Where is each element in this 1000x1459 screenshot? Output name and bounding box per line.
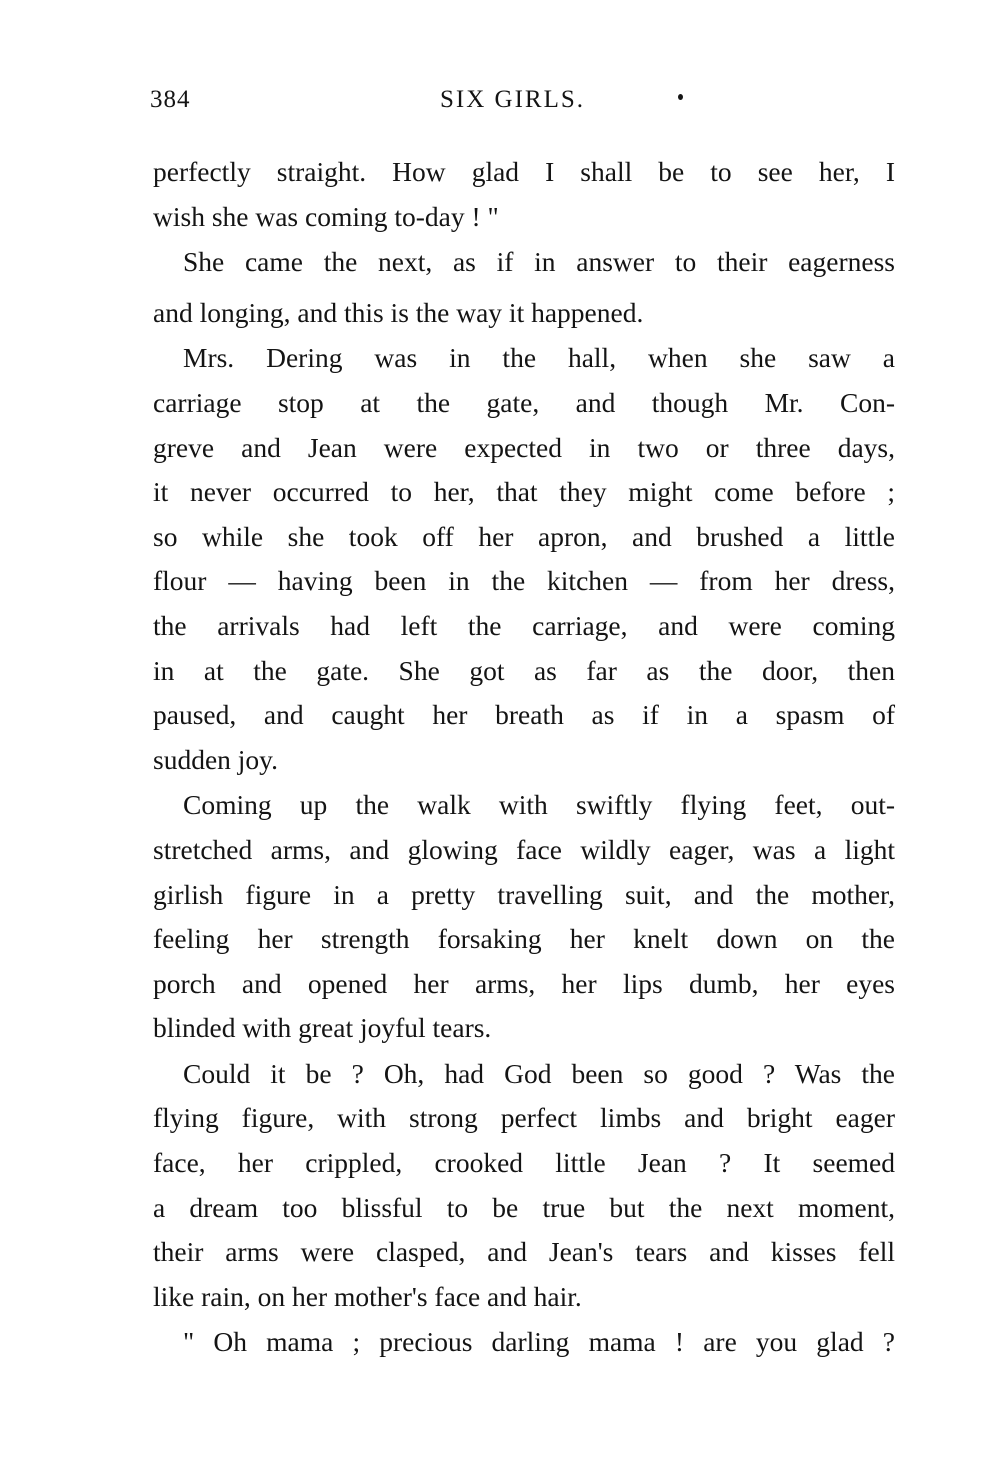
text-line: the arrivals had left the carriage, and were coming bbox=[153, 609, 895, 641]
text-line: so while she took off her apron, and brushed a little bbox=[153, 520, 895, 552]
text-line: sudden joy. bbox=[153, 743, 279, 775]
text-line: in at the gate. She got as far as the door, then bbox=[153, 654, 895, 686]
text-line: flying figure, with strong perfect limbs and bright eager bbox=[153, 1102, 895, 1134]
text-line: perfectly straight. How glad I shall be to see her, I bbox=[153, 156, 895, 187]
text-line: greve and Jean were expected in two or three days, bbox=[153, 431, 895, 463]
text-line: girlish figure in a pretty travelling suit, and the mother, bbox=[153, 878, 895, 910]
text-line: paused, and caught her breath as if in a spasm of bbox=[153, 699, 895, 731]
text-line: carriage stop at the gate, and though Mr. Con- bbox=[153, 386, 895, 418]
text-line: face, her crippled, crooked little Jean ? It seemed bbox=[153, 1147, 895, 1179]
page-number: 384 bbox=[150, 86, 191, 113]
text-line: blinded with great joyful tears. bbox=[153, 1012, 492, 1044]
text-line: a dream too blissful to be true but the next moment, bbox=[153, 1191, 895, 1223]
ink-dot-mark bbox=[678, 94, 683, 100]
text-line: porch and opened her arms, her lips dumb, her eyes bbox=[153, 967, 895, 999]
text-line: like rain, on her mother's face and hair. bbox=[153, 1280, 582, 1312]
body-text bbox=[153, 150, 895, 1365]
text-line: Mrs. Dering was in the hall, when she saw a bbox=[183, 342, 895, 374]
text-line: flour — having been in the kitchen — from her dress, bbox=[153, 565, 895, 597]
text-line: She came the next, as if in answer to their eagerness bbox=[183, 246, 895, 278]
text-line: feeling her strength forsaking her knelt down on the bbox=[153, 923, 895, 955]
text-line: " Oh mama ; precious darling mama ! are you glad ? bbox=[183, 1326, 895, 1358]
text-line: it never occurred to her, that they might come before ; bbox=[153, 476, 895, 508]
running-header bbox=[150, 86, 895, 126]
text-line: Coming up the walk with swiftly flying feet, out- bbox=[183, 789, 895, 821]
text-line: wish she was coming to-day ! " bbox=[153, 200, 499, 232]
text-line: Could it be ? Oh, had God been so good ? Was the bbox=[183, 1057, 895, 1089]
running-title: SIX GIRLS. bbox=[440, 86, 586, 113]
text-line: stretched arms, and glowing face wildly eager, was a light bbox=[153, 833, 895, 865]
text-line: and longing, and this is the way it happened. bbox=[153, 296, 644, 328]
text-line: their arms were clasped, and Jean's tears and kisses fell bbox=[153, 1236, 895, 1268]
